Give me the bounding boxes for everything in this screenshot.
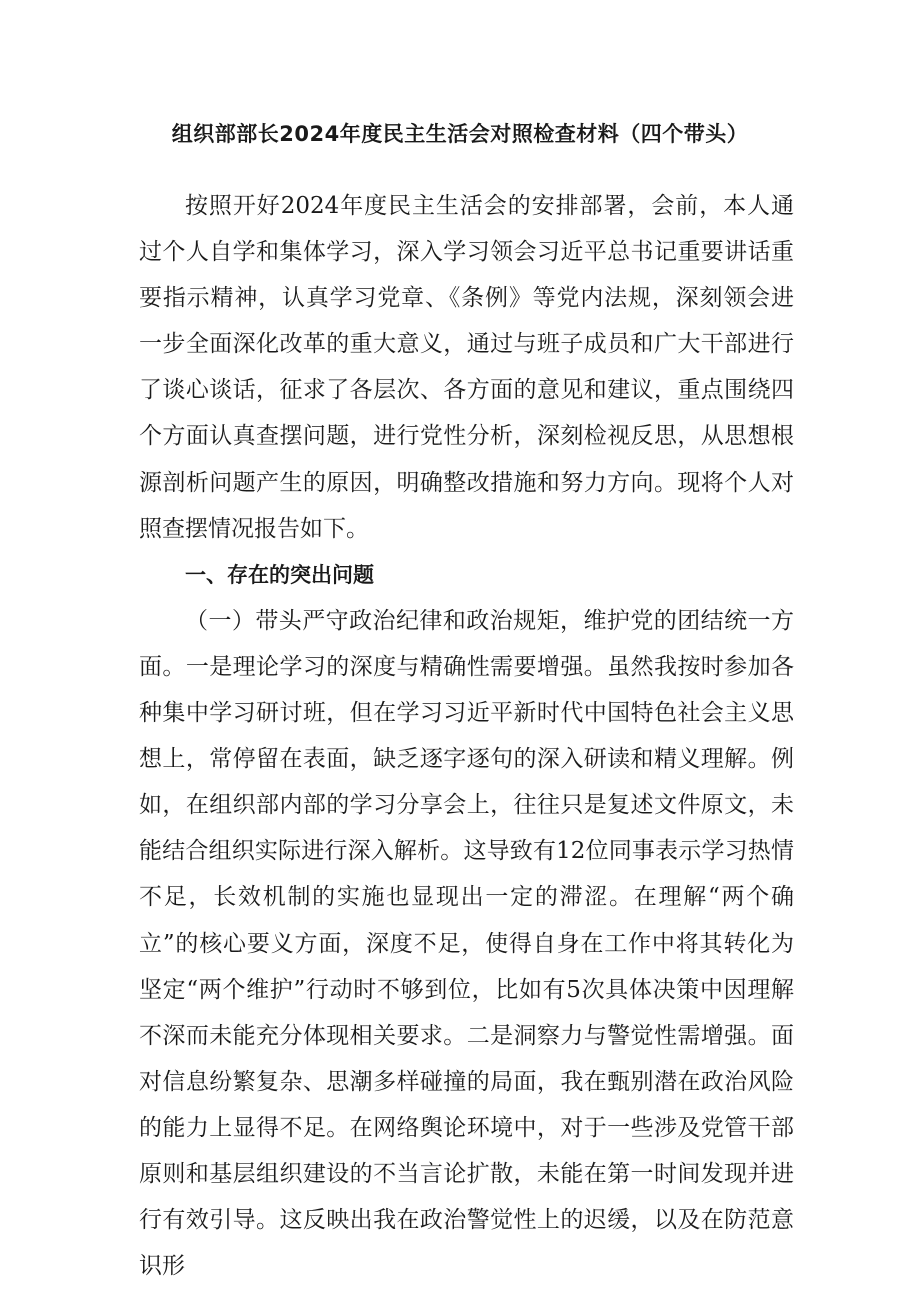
- intro-paragraph: 按照开好2024年度民主生活会的安排部署，会前，本人通过个人自学和集体学习，深入学习领会习近平总书记重要讲话重要指示精神，认真学习党章、《条例》等党内法规，深刻领会进一步全面深化改革的重大意义，通过与班子成员和广大干部进行了谈心谈话，征求了各层次、各方面的意见和建议，重点围绕四个方面认真查摆问题，进行党性分析，深刻检视反思，从思想根源剖析问题产生的原因，明确整改措施和努力方向。现将个人对照查摆情况报告如下。: [139, 193, 794, 542]
- section-heading: 一、存在的突出问题: [185, 562, 374, 587]
- section-paragraph: （一）带头严守政治纪律和政治规矩，维护党的团结统一方面。一是理论学习的深度与精确性需要增强。虽然我按时参加各种集中学习研讨班，但在学习习近平新时代中国特色社会主义思想上，常停留在表面，缺乏逐字逐句的深入研读和精义理解。例如，在组织部内部的学习分享会上，往往只是复述文件原文，未能结合组织实际进行深入解析。这导致有12位同事表示学习热情不足，长效机制的实施也显现出一定的滞涩。在理解“两个确立”的核心要义方面，深度不足，使得自身在工作中将其转化为坚定“两个维护”行动时不够到位，比如有5次具体决策中因理解不深而未能充分体现相关要求。二是洞察力与警觉性需增强。面对信息纷繁复杂、思潮多样碰撞的局面，我在甄别潜在政治风险的能力上显得不足。在网络舆论环境中，对于一些涉及党管干部原则和基层组织建设的不当言论扩散，未能在第一时间发现并进行有效引导。这反映出我在政治警觉性上的迟缓，以及在防范意识形: [139, 607, 794, 1280]
- document-body: [139, 183, 794, 1289]
- document-title: 组织部部长2024年度民主生活会对照检查材料（四个带头）: [171, 122, 749, 146]
